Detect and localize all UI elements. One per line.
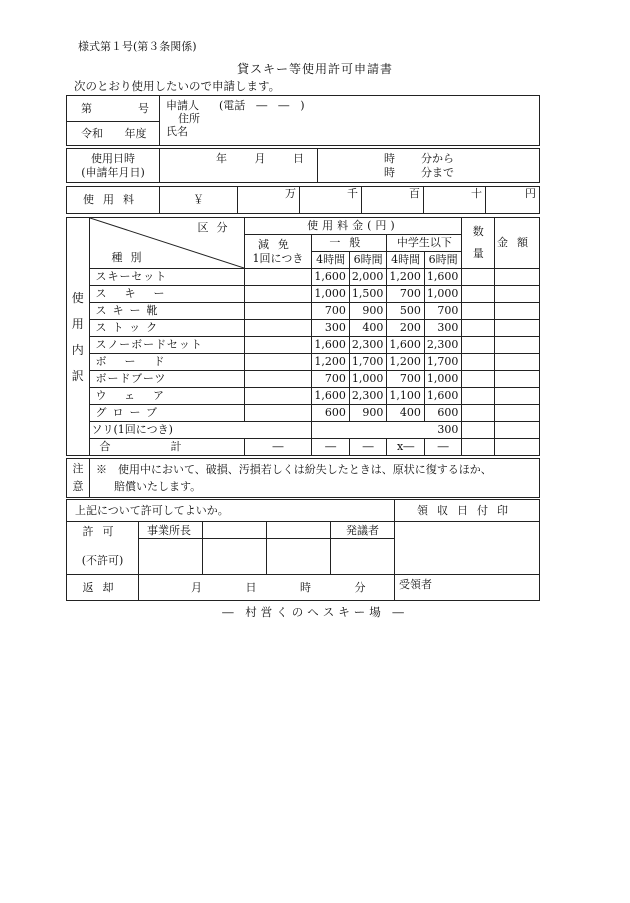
kubun-label: 区分 [197, 221, 236, 234]
usage-datetime-label: 使用日時 [91, 152, 135, 166]
henkyaku-cell [67, 574, 139, 600]
chu-6h-value: 600 [424, 405, 462, 422]
suryo-label: 数量 [472, 225, 484, 260]
hatsugisha-cell [331, 522, 395, 539]
side-char: 内 [71, 342, 84, 357]
stamp-cell [267, 522, 331, 539]
amount-value [495, 286, 540, 303]
jigyoshocho-cell [139, 522, 203, 539]
ippan-6h-value: 2,300 [349, 388, 387, 405]
fiscal-year-cell [67, 122, 160, 146]
genmen-value [244, 269, 312, 286]
time-cell [318, 149, 540, 183]
chu-4h-header: 4時間 [387, 252, 425, 269]
quantity-value [462, 405, 495, 422]
chu-6h-header: 6時間 [424, 252, 462, 269]
kingaku-label: 金額 [497, 236, 537, 250]
ryokin-header: 使用料金(円) [244, 218, 462, 235]
datetime-label-cell [67, 149, 160, 183]
phone-label: (電話 ― ― ) [219, 99, 305, 112]
chu-4h-value: 1,200 [387, 354, 425, 371]
chu-6h-value: 1,700 [424, 354, 462, 371]
quantity-value [462, 354, 495, 371]
item-name: スノーボードセット [89, 337, 244, 354]
quantity-value [462, 303, 495, 320]
ippan-6h-value: 900 [349, 303, 387, 320]
genmen-value [244, 303, 312, 320]
quantity-header [462, 218, 495, 269]
ippan-4h-value: 1,600 [312, 388, 350, 405]
note-text-cell [90, 459, 540, 498]
genmen-value [244, 320, 312, 337]
chu-6h-value: 1,000 [424, 286, 462, 303]
genmen-sub-label: 1回につき [252, 251, 304, 265]
chu-6h-value: 1,600 [424, 269, 462, 286]
usage-row [67, 337, 540, 354]
fukyoka-label: (不許可) [81, 554, 124, 568]
amount-value [495, 303, 540, 320]
quantity-value [462, 269, 495, 286]
hatsugisha-label: 発議者 [346, 523, 379, 537]
item-name: ウェア [89, 388, 244, 405]
genmen-header [244, 235, 312, 269]
fee-man-cell [238, 187, 300, 214]
month-label: 月 [254, 152, 266, 165]
ippan-6h-value: 400 [349, 320, 387, 337]
number-cell [67, 96, 160, 122]
ippan-6h-header: 6時間 [349, 252, 387, 269]
applicant-label: 申請人 [166, 99, 199, 112]
ippan-4h-value: 300 [312, 320, 350, 337]
datetime-section [66, 148, 540, 183]
amount-value [495, 405, 540, 422]
ippan-6h-value: 2,000 [349, 269, 387, 286]
quantity-value [462, 337, 495, 354]
chu-6h-value: 1,600 [424, 388, 462, 405]
receipt-header-cell [395, 500, 540, 522]
side-char: 訳 [71, 368, 84, 383]
form-title: 貸スキー等使用許可申請書 [236, 62, 393, 76]
ippan-4h-value: 1,200 [312, 354, 350, 371]
total-dash: ― [424, 439, 462, 456]
note-text-line1: ※ 使用中において、破損、汚損若しくは紛失したときは、原状に復するほか、 [96, 463, 492, 476]
genmen-value [244, 405, 312, 422]
amount-value [495, 371, 540, 388]
note-section [66, 458, 540, 498]
ippan-label: 一般 [329, 236, 370, 250]
total-dash: ― [312, 439, 350, 456]
return-hour: 時 [300, 580, 311, 594]
day-label: 日 [293, 152, 304, 165]
item-name: ストック [89, 320, 244, 337]
chu-4h-value: 400 [387, 405, 425, 422]
intro-text: 次のとおり使用したいので申請します。 [74, 79, 281, 93]
chu-6h-value: 1,000 [424, 371, 462, 388]
kubun-shubetsu-cell [89, 218, 244, 269]
stamp-box [267, 539, 331, 574]
usage-row [67, 405, 540, 422]
fee-sen-cell [300, 187, 362, 214]
chu-4h-value: 200 [387, 320, 425, 337]
quantity-value [462, 371, 495, 388]
amount-value [495, 337, 540, 354]
item-name: グローブ [89, 405, 244, 422]
genmen-value [244, 337, 312, 354]
ippan-6h-value: 1,700 [349, 354, 387, 371]
sori-qty-cell [462, 422, 495, 439]
chu-4h-value: 1,100 [387, 388, 425, 405]
usage-breakdown-table [66, 217, 540, 456]
sori-value-cell [312, 422, 462, 439]
applicant-cell [160, 96, 540, 146]
name-label: 氏名 [166, 125, 188, 139]
amount-value [495, 354, 540, 371]
usage-row [67, 371, 540, 388]
ippan-6h-value: 900 [349, 405, 387, 422]
return-month: 月 [191, 580, 202, 594]
genmen-value [244, 354, 312, 371]
fee-juu-cell [424, 187, 486, 214]
item-name: スキー靴 [89, 303, 244, 320]
ippan-4h-value: 1,000 [312, 286, 350, 303]
receipt-stamp-area [395, 522, 540, 575]
chu-4h-value: 1,600 [387, 337, 425, 354]
chugakusei-header [387, 235, 462, 252]
quantity-value [462, 388, 495, 405]
fee-label-cell [67, 187, 160, 214]
genmen-value [244, 371, 312, 388]
fee-hyaku-cell [362, 187, 424, 214]
item-name: スキーセット [89, 269, 244, 286]
chu-6h-value: 300 [424, 320, 462, 337]
ippan-4h-header: 4時間 [312, 252, 350, 269]
amount-header [495, 218, 540, 269]
usage-row [67, 303, 540, 320]
en-unit: 円 [525, 187, 536, 200]
receiver-cell [395, 574, 540, 600]
genmen-value [244, 286, 312, 303]
hour-from-label: 時 [384, 152, 395, 166]
fee-section [66, 186, 540, 214]
shubetsu-label: 種別 [111, 250, 150, 264]
usage-side-label [67, 218, 90, 456]
approval-question: 上記について許可してよいか。 [75, 504, 229, 518]
total-amount-cell [495, 439, 540, 456]
side-char: 用 [71, 316, 84, 331]
item-name: ボードブーツ [89, 371, 244, 388]
usage-row [67, 320, 540, 337]
chu-6h-value: 700 [424, 303, 462, 320]
year-label: 年 [216, 152, 227, 165]
quantity-value [462, 286, 495, 303]
item-name: ボード [89, 354, 244, 371]
usage-row [67, 388, 540, 405]
return-minute: 分 [354, 580, 366, 594]
chu-4h-value: 500 [387, 303, 425, 320]
jigyoshocho-label: 事業所長 [147, 523, 191, 537]
chu-4h-value: 700 [387, 286, 425, 303]
total-dash: ― [244, 439, 312, 456]
applicant-section [66, 95, 540, 146]
amount-value [495, 320, 540, 337]
note-char: 意 [72, 480, 84, 493]
note-char: 注 [72, 462, 84, 475]
chugakusei-label: 中学生以下 [396, 236, 452, 250]
address-label: 住所 [178, 112, 200, 126]
hyaku-unit: 百 [409, 187, 420, 200]
total-label-cell [89, 439, 244, 456]
sen-unit: 千 [347, 187, 358, 200]
return-day: 日 [245, 580, 257, 594]
sori-amount-cell [495, 422, 540, 439]
fee-en-cell [486, 187, 540, 214]
item-name: スキー [89, 286, 244, 303]
from-label: 分から [421, 152, 454, 166]
receiver-label: 受領者 [399, 577, 432, 591]
fee-label: 使用料 [83, 193, 143, 207]
go-label: 号 [138, 101, 149, 115]
kyoka-label: 許可 [82, 525, 123, 539]
side-char: 使 [71, 290, 84, 305]
ippan-6h-value: 1,000 [349, 371, 387, 388]
total-qty-cell [462, 439, 495, 456]
ippan-4h-value: 600 [312, 405, 350, 422]
reiwa-label: 令和 [81, 126, 103, 140]
application-date-label: (申請年月日) [81, 165, 145, 179]
genmen-value [244, 388, 312, 405]
receipt-label: 領収日付印 [417, 504, 517, 518]
kyoka-cell [67, 522, 139, 575]
amount-value [495, 388, 540, 405]
yen-mark-cell [160, 187, 238, 214]
henkyaku-label: 返却 [82, 580, 123, 594]
sori-label-cell [89, 422, 312, 439]
total-dash: ― [349, 439, 387, 456]
genmen-label: 減免 [257, 238, 298, 252]
man-unit: 万 [285, 187, 296, 200]
sori-label: ソリ(1回につき) [91, 423, 173, 437]
approval-question-cell [67, 500, 395, 522]
chu-4h-value: 700 [387, 371, 425, 388]
ippan-4h-value: 1,600 [312, 337, 350, 354]
usage-row [67, 269, 540, 286]
footer-text: ― 村営くのへスキー場 ― [222, 605, 408, 619]
dai-label: 第 [81, 101, 92, 115]
stamp-box [203, 539, 267, 574]
hour-until-label: 時 [384, 165, 395, 179]
ippan-header [312, 235, 387, 252]
note-text-line2: 賠償いたします。 [114, 480, 202, 493]
juu-unit: 十 [471, 187, 482, 200]
stamp-cell [203, 522, 267, 539]
until-label: 分まで [421, 165, 454, 179]
return-time-cell [139, 574, 395, 600]
ippan-4h-value: 700 [312, 303, 350, 320]
stamp-box [331, 539, 395, 574]
approval-section [66, 499, 540, 601]
chu-4h-value: 1,200 [387, 269, 425, 286]
date-cell [160, 149, 318, 183]
nendo-label: 年度 [124, 126, 147, 140]
total-label: 合計 [99, 440, 242, 454]
ippan-4h-value: 1,600 [312, 269, 350, 286]
yen-mark: ￥ [193, 193, 204, 207]
ippan-4h-value: 700 [312, 371, 350, 388]
usage-row [67, 354, 540, 371]
usage-row [67, 286, 540, 303]
form-number: 様式第１号(第３条関係) [78, 40, 197, 53]
ippan-6h-value: 1,500 [349, 286, 387, 303]
ippan-6h-value: 2,300 [349, 337, 387, 354]
stamp-box [139, 539, 203, 574]
note-label-cell [67, 459, 90, 498]
total-x-dash: x― [387, 439, 425, 456]
chu-6h-value: 2,300 [424, 337, 462, 354]
amount-value [495, 269, 540, 286]
quantity-value [462, 320, 495, 337]
sori-value: 300 [437, 423, 459, 437]
